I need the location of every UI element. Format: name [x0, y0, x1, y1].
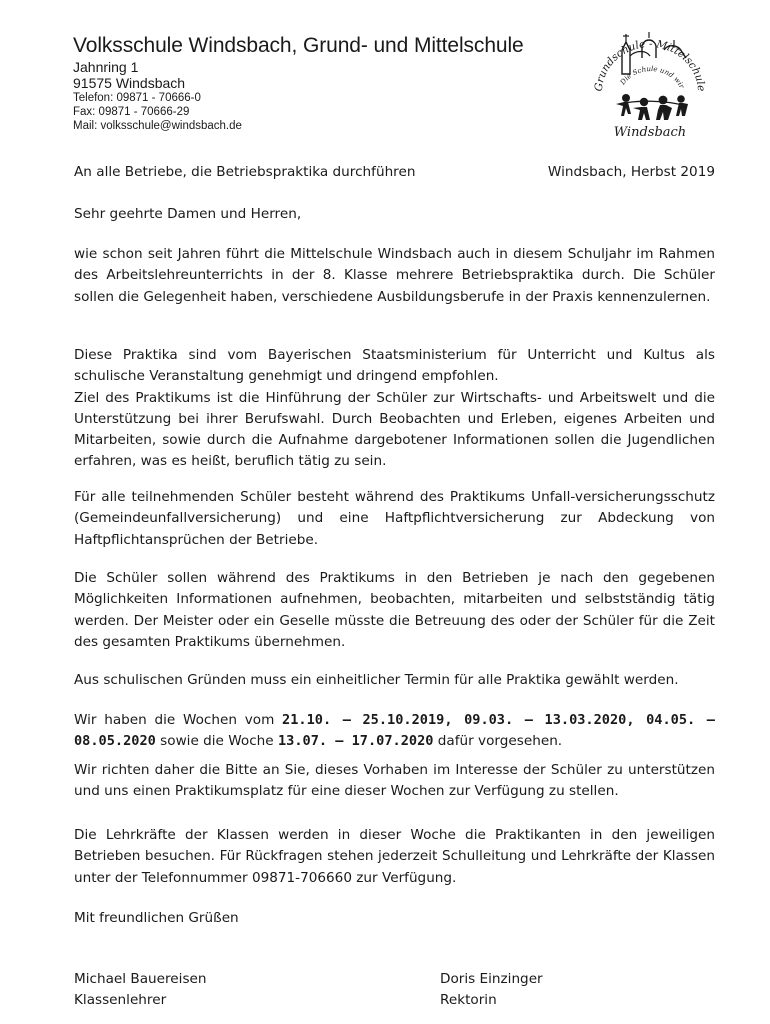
- signature-left-name: Michael Bauereisen: [74, 971, 207, 987]
- logo-inner-text: Die Schule und wir: [618, 64, 686, 90]
- logo-town-text: Windsbach: [613, 125, 687, 140]
- city-address: 91575 Windsbach: [73, 75, 186, 91]
- svg-text:Grundschule - Mittelschule: [593, 38, 707, 92]
- paragraph-6: [74, 670, 715, 691]
- paragraph-8: [74, 760, 715, 803]
- paragraph-2: [74, 345, 715, 473]
- salutation: Sehr geehrte Damen und Herren,: [74, 206, 302, 222]
- paragraph-1-text: wie schon seit Jahren führt die Mittelschule Windsbach auch in diesem Schuljahr im Rahmen des Arbeitslehreunterrichts in der 8. Klasse mehrere Betriebspraktika durch. Die Schüler sollen die Gelegenheit haben, verschiedene Ausbildungsberufe in der Praxis kennenzulernen.: [74, 246, 715, 305]
- dates-middle: sowie die Woche: [155, 733, 278, 750]
- children-figures-icon: [616, 94, 688, 120]
- recipient: An alle Betriebe, die Betriebspraktika durchführen: [74, 164, 416, 180]
- paragraph-3-text: Ziel des Praktikums ist die Hinführung der Schüler zur Wirtschafts- und Arbeitswelt und die Unterstützung bei ihrer Berufswahl. Durch Beobachten und Erleben, eigenes Arbeiten und Mitarbeiten, sowie durch die Aufnahme dargebotener Informationen sollen die Jugendlichen erfahren, was es heißt, beruflich tätig zu sein.: [74, 389, 715, 470]
- street-address: Jahnring 1: [73, 59, 139, 75]
- practicum-dates: 21.10. – 25.10.2019, 09.03. – 13.03.2020, 04.05. – 08.05.2020: [74, 712, 715, 750]
- fax-number: Fax: 09871 - 70666-29: [73, 106, 190, 118]
- signature-left: [74, 969, 207, 1011]
- signature-right: [440, 969, 543, 1011]
- paragraph-4: [74, 487, 715, 551]
- paragraph-9-text: Die Lehrkräfte der Klassen werden in dieser Woche die Praktikanten in den jeweiligen Betrieben besuchen. Für Rückfragen stehen jederzeit Schulleitung und Lehrkräfte der Klassen unter der Telefonnummer 09871-706660 zur Verfügung.: [74, 827, 715, 886]
- recipient-line: [74, 162, 715, 183]
- paragraph-5: [74, 568, 715, 653]
- paragraph-1: [74, 244, 715, 308]
- dates-intro: Wir haben die Wochen vom: [74, 712, 283, 728]
- closing: Mit freundlichen Grüßen: [74, 910, 239, 926]
- paragraph-7-text: [74, 710, 715, 753]
- school-name: Volksschule Windsbach, Grund- und Mittelschule: [73, 34, 524, 57]
- signature-right-role: Rektorin: [440, 992, 497, 1008]
- paragraph-7: [74, 710, 715, 753]
- paragraph-8-text: Wir richten daher die Bitte an Sie, dieses Vorhaben im Interesse der Schüler zu unterstützen und uns einen Praktikumsplatz für eine dieser Wochen zur Verfügung zu stellen.: [74, 762, 715, 800]
- signature-left-role: Klassenlehrer: [74, 992, 167, 1008]
- signature-right-name: Doris Einzinger: [440, 971, 543, 987]
- paragraph-5-text: Die Schüler sollen während des Praktikums in den Betrieben je nach den gegebenen Möglichkeiten Informationen aufnehmen, beobachten, mitarbeiten und selbstständig tätig werden. Der Meister oder ein Geselle müsste die Betreuung des oder der Schüler für die Zeit des gesamten Praktikums übernehmen.: [74, 570, 715, 650]
- place-date: Windsbach, Herbst 2019: [547, 164, 715, 180]
- practicum-date-july: 13.07. – 17.07.2020: [277, 733, 434, 750]
- letterhead: [73, 33, 524, 133]
- paragraph-6-text: Aus schulischen Gründen muss ein einheitlicher Termin für alle Praktika gewählt werden.: [74, 672, 679, 688]
- paragraph-2-text: Diese Praktika sind vom Bayerischen Staatsministerium für Unterricht und Kultus als schulische Veranstaltung genehmigt und dringend empfohlen.: [74, 347, 715, 385]
- dates-outro: dafür vorgesehen.: [433, 733, 563, 750]
- logo-ring-text: Grundschule - Mittelschule: [592, 38, 708, 92]
- school-logo: [586, 30, 712, 142]
- phone-number: Telefon: 09871 - 70666-0: [73, 92, 201, 104]
- email-address: Mail: volksschule@windsbach.de: [73, 120, 242, 132]
- paragraph-9: [74, 825, 715, 889]
- paragraph-4-text: Für alle teilnehmenden Schüler besteht während des Praktikums Unfall-versicherungsschutz (Gemeindeunfallversicherung) und eine Haftpflichtversicherung zur Abdeckung von Haftpflichtansprüchen der Betriebe.: [74, 489, 715, 548]
